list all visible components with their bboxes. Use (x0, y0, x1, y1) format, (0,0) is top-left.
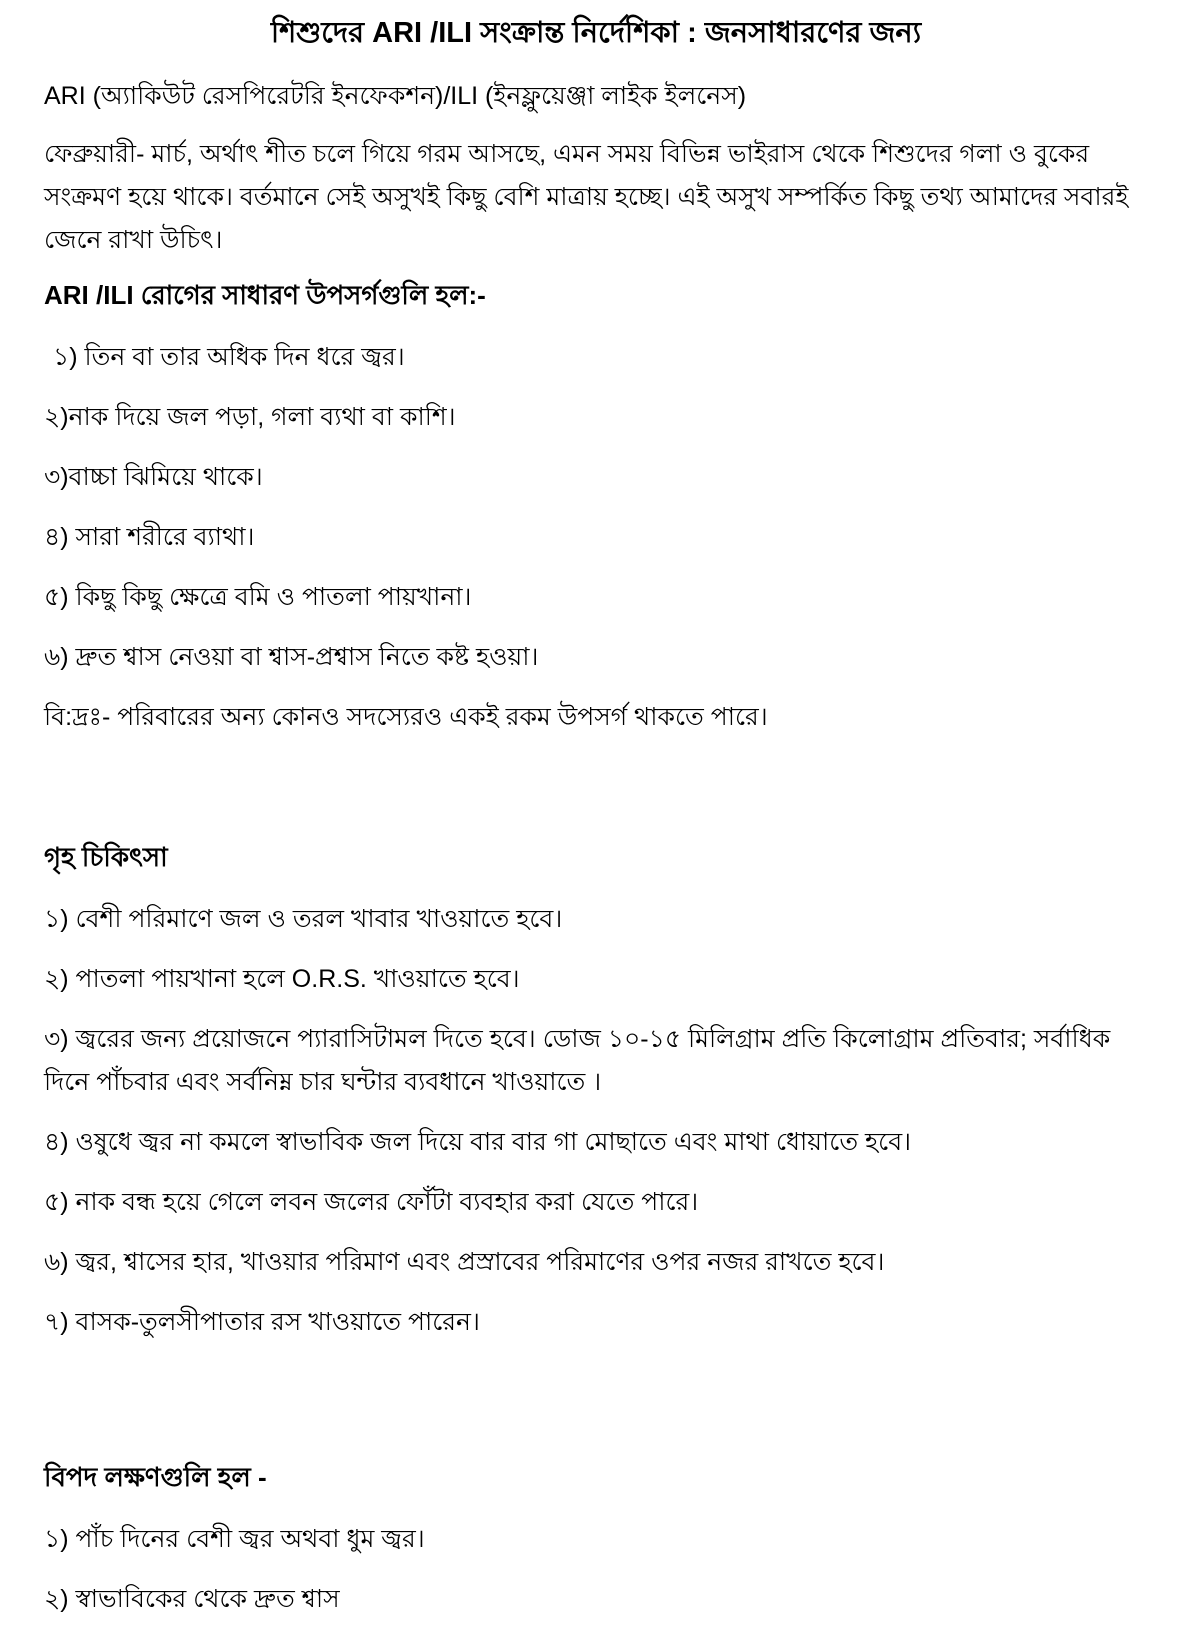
symptom-item-1: ১) তিন বা তার অধিক দিন ধরে জ্বর। (53, 343, 405, 371)
danger-sign-item-1: ১) পাঁচ দিনের বেশী জ্বর অথবা ধুম জ্বর। (44, 1525, 425, 1553)
danger-signs-heading: বিপদ লক্ষণগুলি হল - (44, 1462, 267, 1492)
section-spacer (44, 739, 1148, 836)
home-treatment-item-7: ৭) বাসক-তুলসীপাতার রস খাওয়াতে পারেন। (44, 1308, 480, 1336)
home-treatment-item-1: ১) বেশী পরিমাণে জল ও তরল খাবার খাওয়াতে হবে। (44, 905, 563, 933)
symptoms-note: বি:দ্রঃ- পরিবারের অন্য কোনও সদস্যেরও একই রকম উপসর্গ থাকতে পারে। (44, 703, 768, 731)
danger-sign-item-2: ২) স্বাভাবিকের থেকে দ্রুত শ্বাস (44, 1585, 340, 1613)
symptom-item-6: ৬) দ্রুত শ্বাস নেওয়া বা শ্বাস-প্রশ্বাস নিতে কষ্ট হওয়া। (44, 643, 539, 671)
symptom-item-4: ৪) সারা শরীরে ব্যাথা। (44, 523, 255, 551)
home-treatment-heading: গৃহ চিকিৎসা (44, 842, 168, 872)
section-spacer (44, 1361, 1148, 1456)
intro-paragraph: ফেব্রুয়ারী- মার্চ, অর্থাৎ শীত চলে গিয়ে গরম আসছে, এমন সময় বিভিন্ন ভাইরাস থেকে শিশুদের গলা ও বুকের সংক্রমণ হয়ে থাকে। বর্তমানে সেই অসুখই কিছু বেশি মাত্রায় হচ্ছে। এই অসুখ সম্পর্কিত কিছু তথ্য আমাদের সবারই জেনে রাখা উচিৎ। (44, 140, 1129, 254)
home-treatment-item-5: ৫) নাক বন্ধ হয়ে গেলে লবন জলের ফোঁটা ব্যবহার করা যেতে পারে। (44, 1188, 699, 1216)
home-treatment-item-6: ৬) জ্বর, শ্বাসের হার, খাওয়ার পরিমাণ এবং প্রস্রাবের পরিমাণের ওপর নজর রাখতে হবে। (44, 1248, 885, 1276)
home-treatment-item-2: ২) পাতলা পায়খানা হলে O.R.S. খাওয়াতে হবে। (44, 965, 520, 993)
symptom-item-5: ৫) কিছু কিছু ক্ষেত্রে বমি ও পাতলা পায়খানা। (44, 583, 472, 611)
symptoms-section-heading: ARI /ILI রোগের সাধারণ উপসর্গগুলি হল:- (44, 280, 486, 310)
symptom-item-2: ২)নাক দিয়ে জল পড়া, গলা ব্যথা বা কাশি। (44, 403, 456, 431)
home-treatment-item-4: ৪) ওষুধে জ্বর না কমলে স্বাভাবিক জল দিয়ে বার বার গা মোছাতে এবং মাথা ধোয়াতে হবে। (44, 1128, 912, 1156)
home-treatment-item-3: ৩) জ্বরের জন্য প্রয়োজনে প্যারাসিটামল দিতে হবে। ডোজ ১০-১৫ মিলিগ্রাম প্রতি কিলোগ্রাম প্রতিবার; সর্বাধিক দিনে পাঁচবার এবং সর্বনিম্ন চার ঘন্টার ব্যবধানে খাওয়াতে । (44, 1025, 1111, 1096)
abbreviation-expansion-line: ARI (অ্যাকিউট রেসপিরেটরি ইনফেকশন)/ILI (ইনফ্লুয়েঞ্জা লাইক ইলনেস) (44, 82, 747, 110)
symptom-item-3: ৩)বাচ্চা ঝিমিয়ে থাকে। (44, 463, 263, 491)
page-title: শিশুদের ARI /ILI সংক্রান্ত নির্দেশিকা : জনসাধারণের জন্য (270, 17, 922, 49)
